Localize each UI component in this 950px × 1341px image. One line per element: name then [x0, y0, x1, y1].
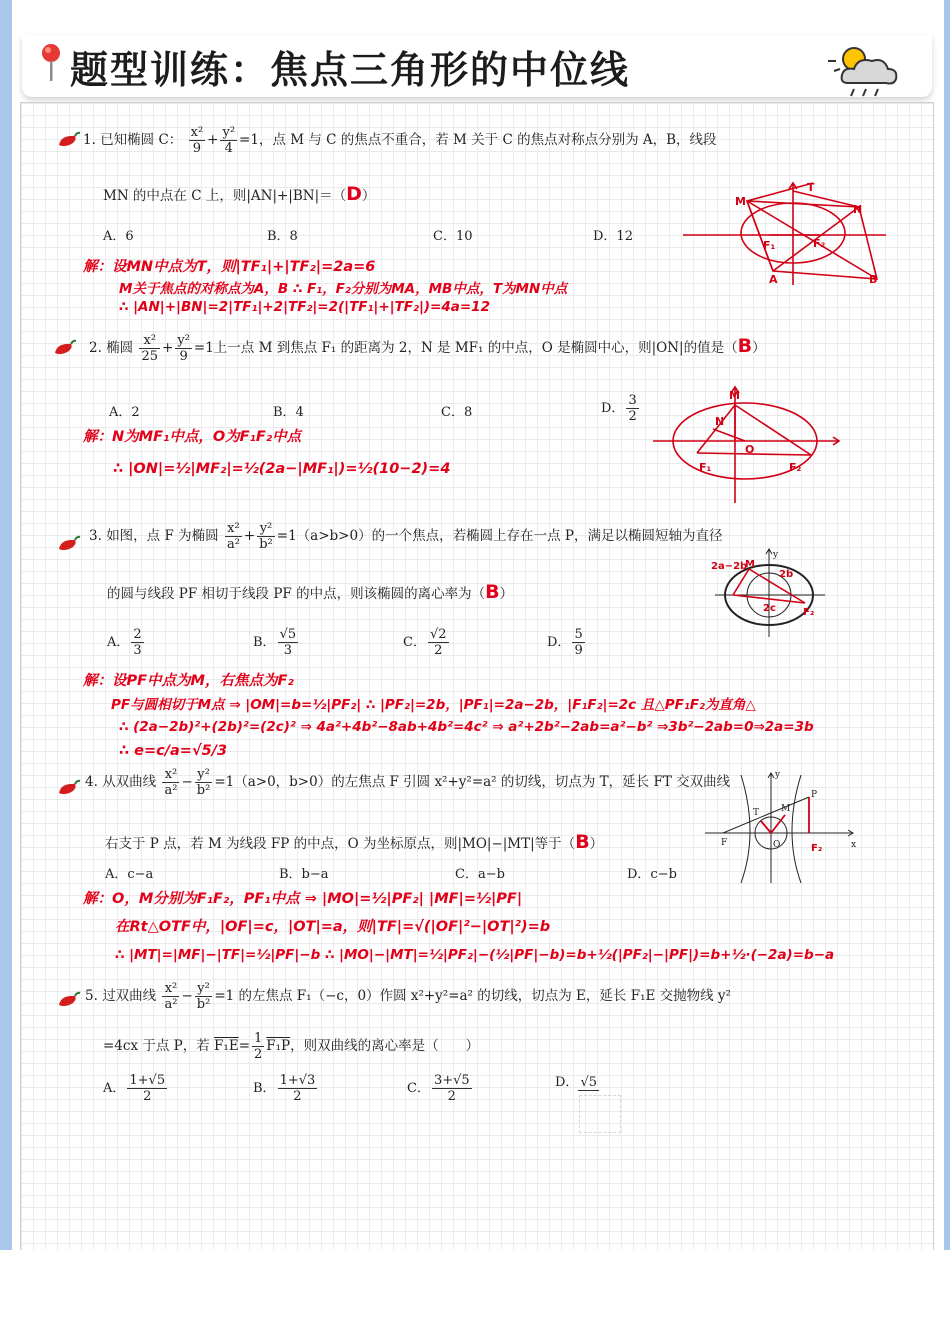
question-5-stem: 5. 过双曲线 $\frac{\text{x²}}{\text{a²}}$ − $\frac{\text{y²}}{\text{b²}}$ =1 的左焦点 F₁（−c，0）作圆 x²+y²=a² 的切线，切点为 E，延长 F₁E 交抛物线 y²: [85, 981, 731, 1012]
question-1-line2: MN 的中点在 C 上，则|AN|+|BN|＝（D）: [103, 183, 376, 205]
q2-label-N: N: [715, 415, 725, 428]
page-bottom-margin: [0, 1250, 950, 1341]
question-1-stem: 1. 已知椭圆 C： $\frac{\text{x²}}{9}$ + $\frac{\text{y²}}{4}$ =1，点 M 与 C 的焦点不重合，若 M 关于 C 的焦点对称点分别为 A，B，线段: [83, 125, 717, 156]
right-edge-strip: [944, 0, 950, 1250]
page-title: 题型训练：焦点三角形的中位线: [70, 48, 631, 92]
q4-hyperbola-diagram: [701, 767, 861, 887]
q1-label-M: M: [735, 195, 746, 208]
q2-label-M: M: [729, 389, 740, 402]
q4-solution-line-1: 解：O，M分别为F₁F₂，PF₁中点 ⇒ |MO|=½|PF₂| |MF|=½|PF|: [83, 891, 523, 907]
left-edge-strip: [0, 0, 12, 1250]
title-banner: [22, 35, 932, 97]
q3-label-F2: F₂: [803, 607, 815, 618]
chili-pepper-icon: [53, 339, 77, 357]
question-4-line2: 右支于 P 点，若 M 为线段 FP 的中点，O 为坐标原点，则|MO|−|MT|等于（B）: [105, 831, 604, 853]
q1-solution-line-1: 解：设MN中点为T，则|TF₁|+|TF₂|=2a=6: [83, 259, 376, 275]
q4-solution-line-2: 在Rt△OTF中，|OF|=c，|OT|=a，则|TF|=√(|OF|²−|OT|²)=b: [115, 919, 551, 935]
q2-label-F2: F₂: [789, 461, 802, 474]
q2-option-c: C．8: [441, 405, 473, 420]
q3-solution-line-1: 解：设PF中点为M，右焦点为F₂: [83, 673, 294, 689]
q1-ellipse-diagram: [681, 179, 891, 289]
chili-pepper-icon: [57, 535, 81, 553]
question-3-stem: 3. 如图，点 F 为椭圆 $\frac{\text{x²}}{\text{a²}}$ + $\frac{\text{y²}}{\text{b²}}$ =1（a>b>0）的一个焦点，若椭圆上存在一点 P，满足以椭圆短轴为直径: [89, 521, 723, 552]
question-4-stem: 4. 从双曲线 $\frac{\text{x²}}{\text{a²}}$ − $\frac{\text{y²}}{\text{b²}}$ =1（a>0，b>0）的左焦点 F 引圆 x²+y²=a² 的切线，切点为 T，延长 FT 交双曲线: [85, 767, 731, 798]
q4-option-d: D．c−b: [627, 867, 677, 882]
chili-pepper-icon: [57, 131, 81, 149]
q1-label-F1: F₁: [763, 239, 776, 252]
q3-solution-line-3: ∴ (2a−2b)²+(2b)²=(2c)² ⇒ 4a²+4b²−8ab+4b²=4c² ⇒ a²+2b²−2ab=a²−b² ⇒3b²−2ab=0⇒2a=3b: [119, 719, 814, 735]
q1-solution-line-2: M关于焦点的对称点为A，B ∴ F₁，F₂分别为MA，MB中点，T为MN中点: [119, 281, 568, 297]
q4-option-b: B．b−a: [279, 867, 329, 882]
q2-option-b: B．4: [273, 405, 304, 420]
worksheet: [20, 102, 934, 1252]
q4-label-O: O: [773, 840, 781, 850]
q4-option-c: C．a−b: [455, 867, 505, 882]
answer-mark: D: [346, 183, 362, 205]
q4-label-y: y: [775, 770, 781, 780]
answer-mark: B: [575, 831, 590, 853]
q5-option-c: C． $\frac{3+√5}{2}$: [407, 1073, 470, 1104]
q2-ellipse-diagram: [651, 383, 851, 505]
q3-label-2b: 2b: [779, 569, 794, 580]
q3-ellipse-circle-diagram: [711, 547, 831, 639]
question-3-line2: 的圆与线段 PF 相切于线段 PF 的中点，则该椭圆的离心率为（B）: [107, 581, 514, 603]
q3-option-a: A． $\frac{2}{3}$: [107, 627, 142, 658]
q2-option-a: A．2: [109, 405, 140, 420]
cloud-rain-sun-icon: [822, 39, 912, 99]
q3-option-c: C． $\frac{√2}{2}$: [403, 627, 447, 658]
q5-option-b: B． $\frac{1+√3}{2}$: [253, 1073, 316, 1104]
q3-solution-line-2: PF与圆相切于M点 ⇒ |OM|=b=½|PF₂| ∴ |PF₂|=2b，|PF₁|=2a−2b，|F₁F₂|=2c 且△PF₁F₂为直角△: [111, 697, 756, 713]
chili-pepper-icon: [57, 991, 81, 1009]
q3-label-2a-2b: 2a−2b: [711, 561, 748, 572]
blank-placeholder-box: [579, 1095, 621, 1133]
q4-label-M: M: [781, 804, 791, 814]
q2-label-O: O: [745, 443, 755, 456]
q3-label-y: y: [773, 550, 779, 560]
q1-option-a: A．6: [103, 229, 134, 244]
chili-pepper-icon: [57, 779, 81, 797]
q1-option-d: D．12: [593, 229, 633, 244]
q3-solution-line-4: ∴ e=c/a=√5/3: [119, 743, 228, 759]
answer-mark: B: [737, 335, 753, 357]
q3-label-M: M: [745, 559, 755, 570]
q4-solution-line-3: ∴ |MT|=|MF|−|TF|=½|PF|−b ∴ |MO|−|MT|=½|PF₂|−(½|PF|−b)=b+½(|PF₂|−|PF|)=b+½·(−2a)=b−a: [115, 947, 835, 963]
q4-option-a: A．c−a: [105, 867, 154, 882]
pin-icon: [36, 41, 66, 83]
q4-label-P: P: [811, 790, 818, 800]
q4-label-F: F: [721, 838, 728, 848]
question-5-line2: =4cx 于点 P，若 F₁E= $\frac{1}{2}$ F₁P，则双曲线的离心率是（ ）: [103, 1031, 480, 1062]
answer-mark: B: [485, 581, 500, 603]
q2-solution-line-1: 解：N为MF₁中点，O为F₁F₂中点: [83, 429, 302, 445]
q2-label-F1: F₁: [699, 461, 712, 474]
q4-label-F2: F₂: [811, 843, 823, 854]
q1-label-F2: F₂: [813, 237, 826, 250]
q5-option-d: D． √5: [555, 1075, 597, 1090]
q3-label-2c: 2c: [763, 603, 776, 614]
q1-option-b: B．8: [267, 229, 298, 244]
question-2-stem: 2. 椭圆 $\frac{\text{x²}}{25}$ + $\frac{\text{y²}}{9}$ =1上一点 M 到焦点 F₁ 的距离为 2，N 是 MF₁ 的中点，O 是椭圆中心，则|ON|的值是（B）: [89, 333, 766, 364]
q3-option-d: D． $\frac{5}{9}$: [547, 627, 583, 658]
q1-solution-line-3: ∴ |AN|+|BN|=2|TF₁|+2|TF₂|=2(|TF₁|+|TF₂|)=4a=12: [119, 299, 490, 315]
q5-option-a: A． $\frac{1+√5}{2}$: [103, 1073, 166, 1104]
q4-label-T: T: [753, 808, 760, 818]
q2-option-d: D． $\frac{3}{2}$: [601, 393, 637, 424]
q1-label-T: T: [807, 181, 815, 194]
q1-option-c: C．10: [433, 229, 473, 244]
q1-label-A: A: [769, 273, 778, 286]
q4-label-x: x: [851, 840, 857, 850]
q3-option-b: B． $\frac{√5}{3}$: [253, 627, 297, 658]
q1-label-N: N: [853, 203, 863, 216]
q1-label-B: B: [869, 273, 878, 286]
q2-solution-line-2: ∴ |ON|=½|MF₂|=½(2a−|MF₁|)=½(10−2)=4: [113, 461, 451, 477]
